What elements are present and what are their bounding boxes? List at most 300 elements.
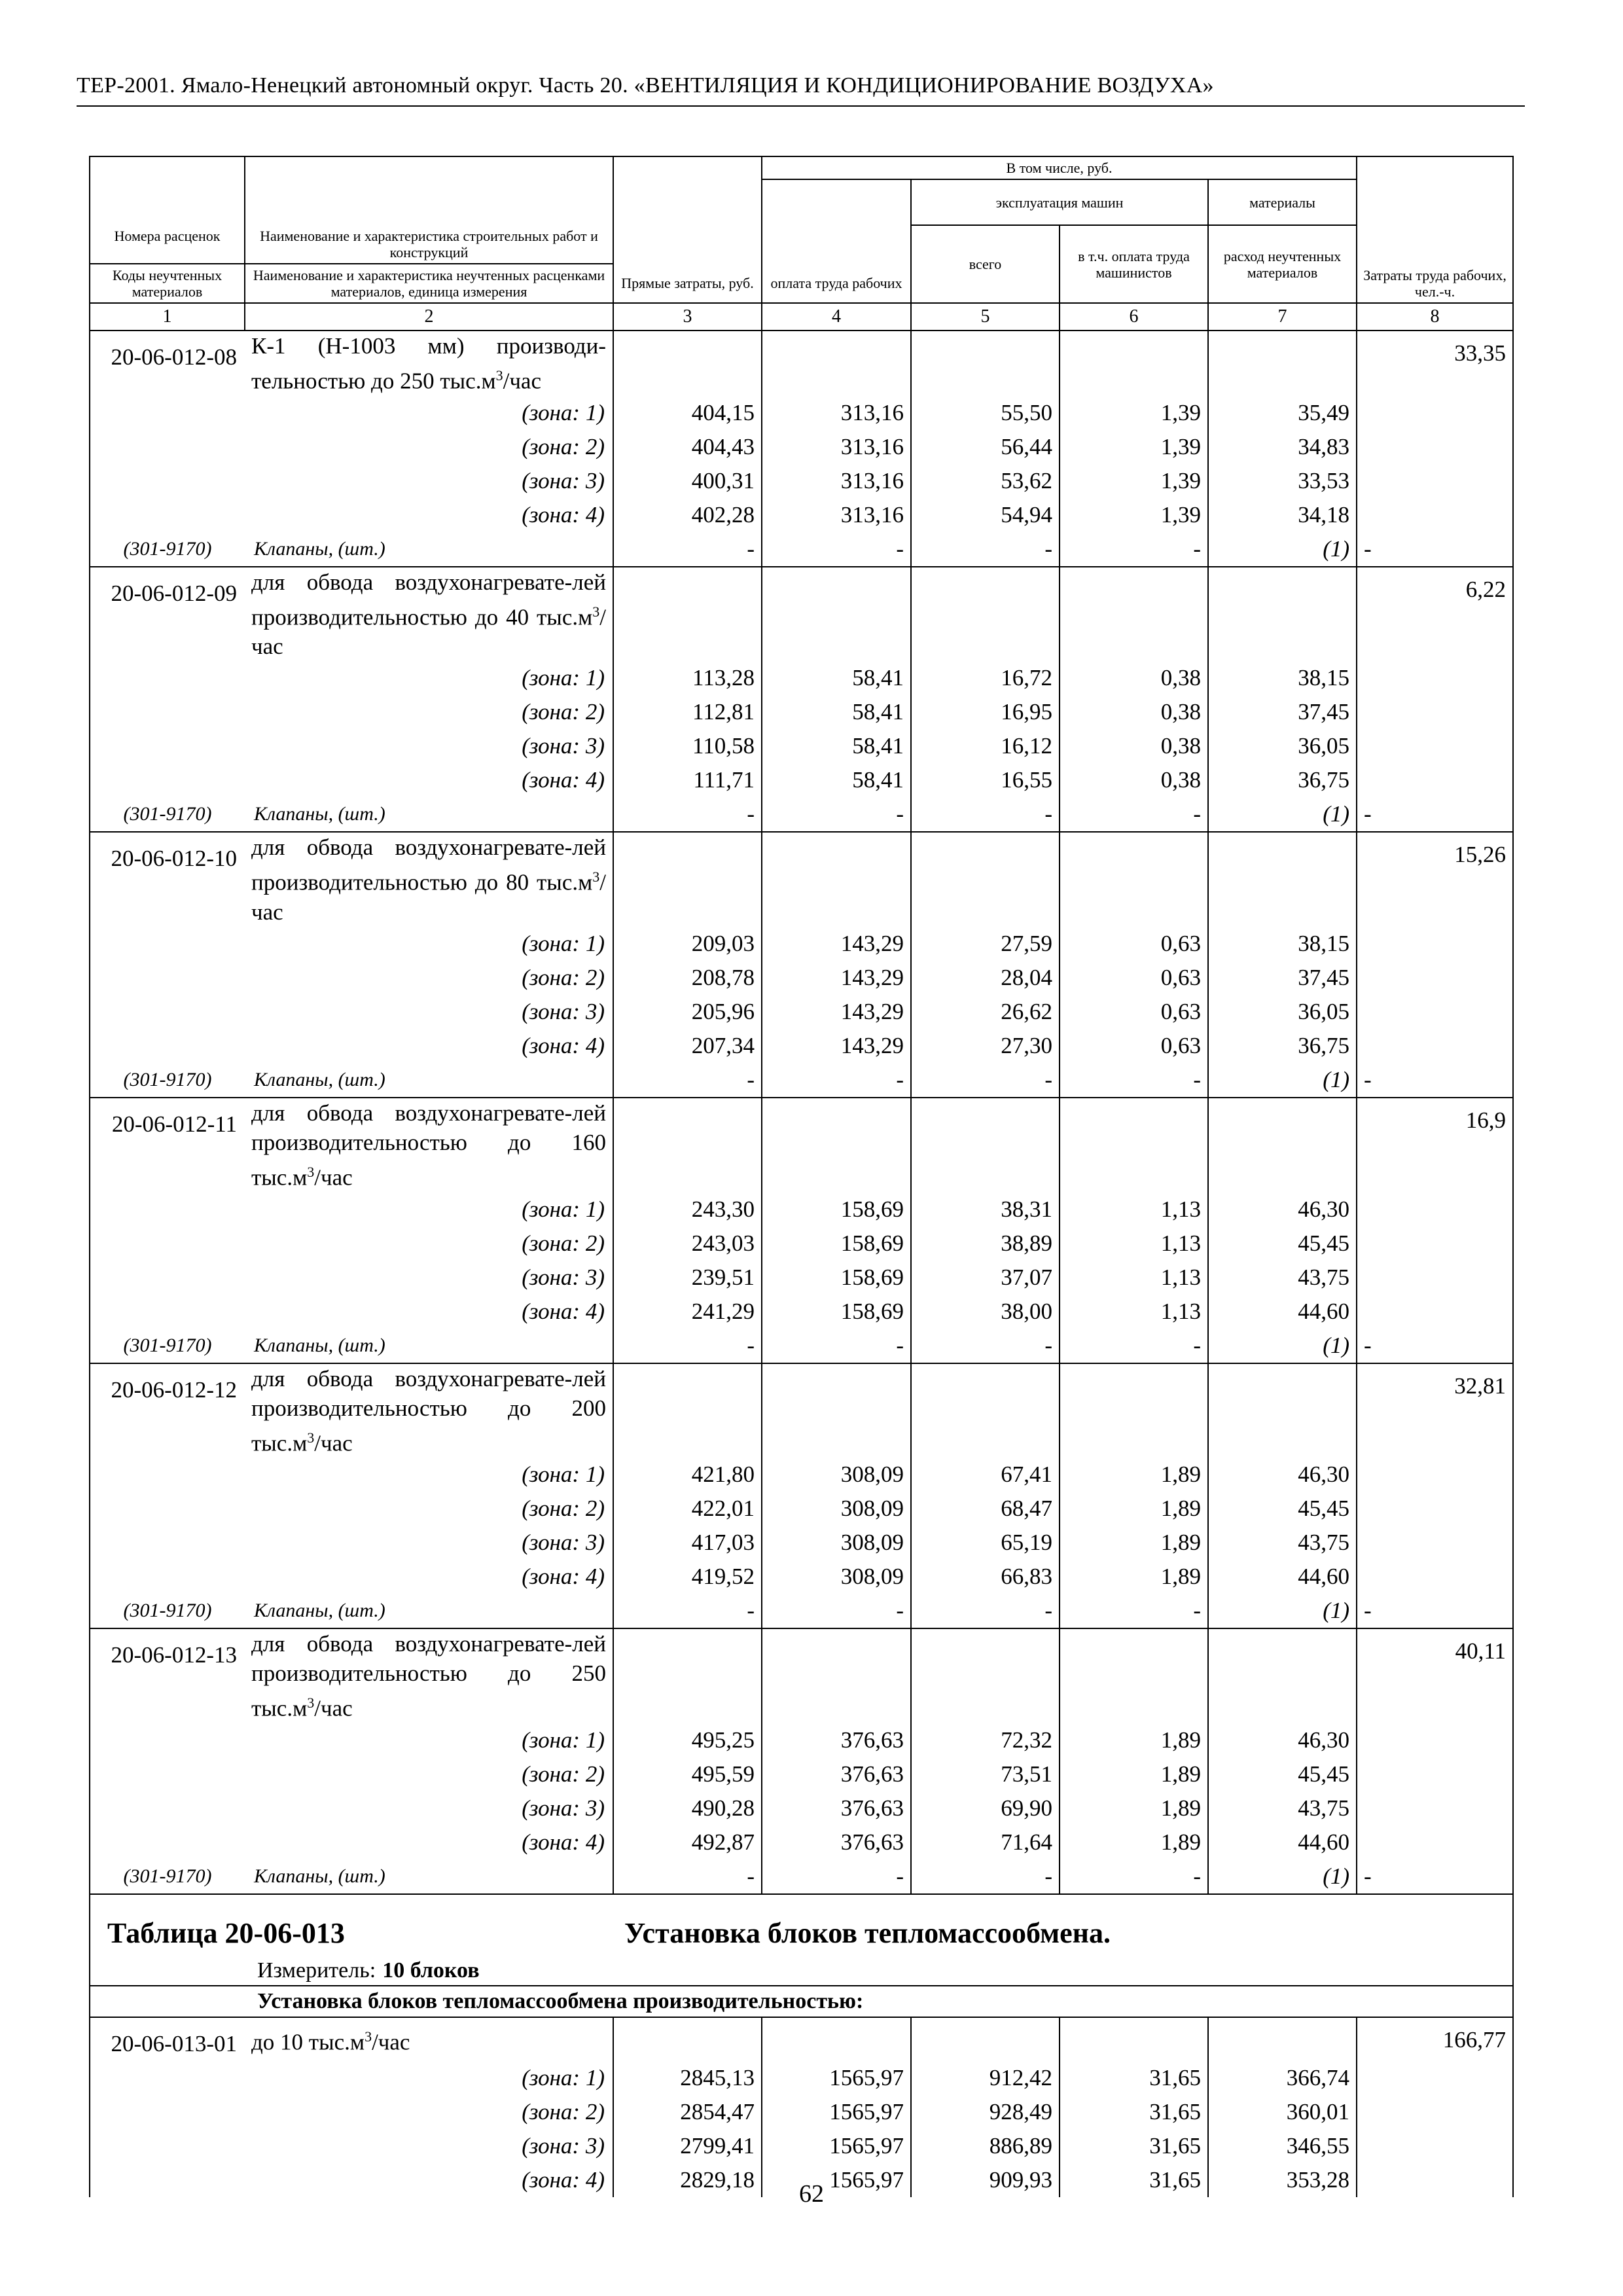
materials: 44,60	[1208, 1825, 1357, 1859]
work-description	[245, 1098, 613, 1193]
direct-cost: 404,15	[613, 396, 762, 430]
direct-cost: 2829,18	[613, 2163, 762, 2197]
empty-cell	[1357, 464, 1513, 498]
zone-row	[90, 729, 1513, 763]
direct-cost: 422,01	[613, 1492, 762, 1526]
wages: 313,16	[762, 396, 911, 430]
zone-row	[90, 396, 1513, 430]
empty-cell	[1357, 695, 1513, 729]
dash: -	[911, 1063, 1060, 1098]
materials: 43,75	[1208, 1791, 1357, 1825]
rate-title-row	[90, 832, 1513, 927]
empty-cell	[1060, 2017, 1208, 2061]
rate-code: 20-06-013-01	[90, 2017, 245, 2061]
machinist-wages: 1,89	[1060, 1560, 1208, 1594]
zone-row	[90, 763, 1513, 797]
direct-cost: 111,71	[613, 763, 762, 797]
work-unit: /час	[314, 1695, 353, 1721]
machines-total: 928,49	[911, 2095, 1060, 2129]
empty-cell	[762, 1363, 911, 1458]
machines-total: 72,32	[911, 1723, 1060, 1757]
work-description	[245, 2017, 613, 2061]
direct-cost: 243,30	[613, 1193, 762, 1227]
materials: 38,15	[1208, 661, 1357, 695]
zone-row	[90, 498, 1513, 532]
wages: 158,69	[762, 1227, 911, 1261]
zone-row	[90, 1193, 1513, 1227]
head-codes: Коды неучтенных материалов	[90, 264, 245, 303]
empty-cell	[1208, 331, 1357, 396]
empty-cell	[762, 1098, 911, 1193]
wages: 313,16	[762, 430, 911, 464]
machinist-wages: 1,89	[1060, 1791, 1208, 1825]
material-name: Клапаны, (шт.)	[245, 1859, 613, 1894]
zone-label: (зона: 1)	[245, 1723, 613, 1757]
empty-cell	[1357, 498, 1513, 532]
empty-cell	[1357, 2095, 1513, 2129]
machines-total: 26,62	[911, 995, 1060, 1029]
zone-label: (зона: 1)	[245, 661, 613, 695]
empty-cell	[1357, 1757, 1513, 1791]
work-description	[245, 1628, 613, 1723]
machines-total: 37,07	[911, 1261, 1060, 1295]
head-name2: Наименование и характеристика неучтенных расценками материалов, единица измерения	[245, 264, 613, 303]
wages: 308,09	[762, 1526, 911, 1560]
empty-cell	[613, 1628, 762, 1723]
work-unit: /час	[251, 869, 606, 925]
zone-row	[90, 1526, 1513, 1560]
direct-cost: 207,34	[613, 1029, 762, 1063]
machinist-wages: 1,13	[1060, 1227, 1208, 1261]
dash: -	[911, 1594, 1060, 1628]
machinist-wages: 1,89	[1060, 1757, 1208, 1791]
zone-row	[90, 1261, 1513, 1295]
superscript-3: 3	[495, 367, 503, 384]
empty-cell	[90, 1295, 245, 1329]
material-qty: (1)	[1208, 1329, 1357, 1363]
column-number: 5	[911, 303, 1060, 331]
column-number: 1	[90, 303, 245, 331]
material-code: (301-9170)	[90, 1594, 245, 1628]
empty-cell	[1357, 1791, 1513, 1825]
wages: 313,16	[762, 498, 911, 532]
direct-cost: 112,81	[613, 695, 762, 729]
machines-total: 73,51	[911, 1757, 1060, 1791]
zone-row	[90, 1227, 1513, 1261]
work-unit: /час	[503, 368, 542, 394]
materials: 44,60	[1208, 1560, 1357, 1594]
column-number: 4	[762, 303, 911, 331]
wages: 1565,97	[762, 2129, 911, 2163]
direct-cost: 400,31	[613, 464, 762, 498]
empty-cell	[1060, 1628, 1208, 1723]
head-labor-spacer	[1357, 225, 1513, 264]
empty-cell	[1357, 2061, 1513, 2095]
head-name: Наименование и характеристика строительных работ и конструкций	[245, 225, 613, 264]
dash: -	[911, 1329, 1060, 1363]
work-title: для обвода воздухонагревате-лей производительностью до 250 тыс.м	[251, 1631, 606, 1721]
dash: -	[911, 1859, 1060, 1894]
zone-row	[90, 1029, 1513, 1063]
empty-cell	[1357, 1723, 1513, 1757]
column-numbers-row	[90, 303, 1513, 331]
machines-total: 28,04	[911, 961, 1060, 995]
zone-label: (зона: 3)	[245, 729, 613, 763]
materials: 46,30	[1208, 1723, 1357, 1757]
rate-title-row	[90, 567, 1513, 662]
section-row	[90, 1986, 1513, 2017]
materials: 37,45	[1208, 695, 1357, 729]
materials: 37,45	[1208, 961, 1357, 995]
machines-total: 65,19	[911, 1526, 1060, 1560]
direct-cost: 495,59	[613, 1757, 762, 1791]
zone-label: (зона: 3)	[245, 1261, 613, 1295]
empty-cell	[90, 995, 245, 1029]
empty-cell	[1060, 832, 1208, 927]
wages: 308,09	[762, 1458, 911, 1492]
zone-label: (зона: 2)	[245, 1227, 613, 1261]
materials: 45,45	[1208, 1227, 1357, 1261]
empty-cell	[613, 1363, 762, 1458]
materials: 35,49	[1208, 396, 1357, 430]
empty-cell	[90, 430, 245, 464]
dash: -	[613, 1859, 762, 1894]
column-number: 8	[1357, 303, 1513, 331]
empty-cell	[613, 2017, 762, 2061]
empty-cell	[90, 1261, 245, 1295]
head-direct-spacer	[613, 225, 762, 264]
empty-cell	[911, 1628, 1060, 1723]
head-machines: эксплуатация машин	[911, 179, 1208, 225]
materials: 45,45	[1208, 1757, 1357, 1791]
empty-cell	[1357, 661, 1513, 695]
head-rates: Номера расценок	[90, 225, 245, 264]
empty-cell	[911, 832, 1060, 927]
empty-cell	[90, 763, 245, 797]
materials: 44,60	[1208, 1295, 1357, 1329]
material-row	[90, 1859, 1513, 1894]
material-row	[90, 532, 1513, 567]
machines-total: 66,83	[911, 1560, 1060, 1594]
head-direct: Прямые затраты, руб.	[613, 264, 762, 303]
material-code: (301-9170)	[90, 532, 245, 567]
zone-row	[90, 1723, 1513, 1757]
materials: 38,15	[1208, 927, 1357, 961]
rate-code: 20-06-012-12	[90, 1363, 245, 1458]
machinist-wages: 0,63	[1060, 1029, 1208, 1063]
material-code: (301-9170)	[90, 1329, 245, 1363]
work-unit: /час	[314, 1164, 353, 1191]
machines-total: 38,00	[911, 1295, 1060, 1329]
empty-cell	[90, 2095, 245, 2129]
empty-cell	[762, 567, 911, 662]
zone-row	[90, 464, 1513, 498]
zone-label: (зона: 4)	[245, 763, 613, 797]
zone-label: (зона: 3)	[245, 1526, 613, 1560]
empty-cell	[613, 832, 762, 927]
rate-title-row	[90, 2017, 1513, 2061]
dash: -	[762, 1594, 911, 1628]
empty-cell	[1208, 567, 1357, 662]
rate-code: 20-06-012-13	[90, 1628, 245, 1723]
materials: 366,74	[1208, 2061, 1357, 2095]
material-name: Клапаны, (шт.)	[245, 797, 613, 832]
unit-label: Измеритель:	[257, 1958, 376, 1982]
machinist-wages: 0,63	[1060, 995, 1208, 1029]
zone-label: (зона: 4)	[245, 498, 613, 532]
wages: 58,41	[762, 763, 911, 797]
zone-row	[90, 1560, 1513, 1594]
empty-cell	[762, 331, 911, 396]
machinist-wages: 1,39	[1060, 396, 1208, 430]
work-title: до 10 тыс.м	[251, 2029, 365, 2055]
empty-cell	[1357, 995, 1513, 1029]
dash: -	[762, 1063, 911, 1098]
head-mach-total: всего	[911, 225, 1060, 303]
wages: 158,69	[762, 1261, 911, 1295]
head-mach-wages: в т.ч. оплата труда машинистов	[1060, 225, 1208, 303]
head-wages: оплата труда рабочих	[762, 264, 911, 303]
wages: 376,63	[762, 1825, 911, 1859]
work-description	[245, 832, 613, 927]
machinist-wages: 1,39	[1060, 430, 1208, 464]
empty-cell	[90, 961, 245, 995]
materials: 34,83	[1208, 430, 1357, 464]
dash: -	[613, 797, 762, 832]
machines-total: 886,89	[911, 2129, 1060, 2163]
empty-cell	[90, 661, 245, 695]
table-title-row	[90, 1894, 1513, 1956]
direct-cost: 205,96	[613, 995, 762, 1029]
materials: 360,01	[1208, 2095, 1357, 2129]
unit-cell	[90, 1956, 1513, 1986]
rate-code: 20-06-012-09	[90, 567, 245, 662]
dash: -	[911, 797, 1060, 832]
empty-cell	[911, 331, 1060, 396]
wages: 143,29	[762, 961, 911, 995]
machines-total: 56,44	[911, 430, 1060, 464]
wages: 313,16	[762, 464, 911, 498]
labor-cost: 6,22	[1357, 567, 1513, 662]
running-header: ТЕР-2001. Ямало-Ненецкий автономный округ. Часть 20. «ВЕНТИЛЯЦИЯ И КОНДИЦИОНИРОВАНИЕ ВОЗДУХА»	[77, 73, 1214, 98]
material-row	[90, 1329, 1513, 1363]
material-code: (301-9170)	[90, 1063, 245, 1098]
direct-cost: 110,58	[613, 729, 762, 763]
zone-row	[90, 1825, 1513, 1859]
empty-cell	[90, 1757, 245, 1791]
rate-title-row	[90, 1098, 1513, 1193]
machinist-wages: 0,38	[1060, 695, 1208, 729]
empty-cell	[90, 1526, 245, 1560]
empty-cell	[90, 1029, 245, 1063]
machines-total: 68,47	[911, 1492, 1060, 1526]
empty-cell	[1357, 763, 1513, 797]
zone-row	[90, 2061, 1513, 2095]
empty-cell	[90, 464, 245, 498]
labor-cost: 15,26	[1357, 832, 1513, 927]
zone-label: (зона: 1)	[245, 1193, 613, 1227]
material-name: Клапаны, (шт.)	[245, 1329, 613, 1363]
empty-cell	[1357, 1560, 1513, 1594]
wages: 143,29	[762, 927, 911, 961]
table-label: Таблица 20-06-013	[107, 1916, 345, 1949]
empty-cell	[1357, 2129, 1513, 2163]
rate-title-row	[90, 1628, 1513, 1723]
zone-row	[90, 661, 1513, 695]
empty-cell	[90, 498, 245, 532]
machinist-wages: 0,38	[1060, 661, 1208, 695]
empty-cell	[762, 1628, 911, 1723]
dash: -	[1060, 1859, 1208, 1894]
empty-cell	[90, 2129, 245, 2163]
machinist-wages: 31,65	[1060, 2095, 1208, 2129]
material-name: Клапаны, (шт.)	[245, 1594, 613, 1628]
work-description	[245, 567, 613, 662]
empty-cell	[1357, 430, 1513, 464]
machinist-wages: 1,39	[1060, 464, 1208, 498]
empty-cell	[1357, 1295, 1513, 1329]
empty-cell	[1357, 1526, 1513, 1560]
machines-total: 16,72	[911, 661, 1060, 695]
empty-cell	[1357, 1458, 1513, 1492]
machines-total: 27,30	[911, 1029, 1060, 1063]
section-title: Установка блоков тепломассообмена производительностью:	[90, 1986, 1513, 2017]
empty-cell	[90, 1825, 245, 1859]
machinist-wages: 0,63	[1060, 927, 1208, 961]
zone-label: (зона: 4)	[245, 2163, 613, 2197]
zone-row	[90, 927, 1513, 961]
zone-label: (зона: 1)	[245, 927, 613, 961]
dash: -	[1357, 1594, 1513, 1628]
material-row	[90, 797, 1513, 832]
machines-total: 16,55	[911, 763, 1060, 797]
zone-row	[90, 1492, 1513, 1526]
empty-cell	[911, 1363, 1060, 1458]
material-qty: (1)	[1208, 1063, 1357, 1098]
machines-total: 53,62	[911, 464, 1060, 498]
zone-label: (зона: 3)	[245, 995, 613, 1029]
superscript-3: 3	[307, 1163, 315, 1180]
work-title: для обвода воздухонагревате-лей производительностью до 160 тыс.м	[251, 1100, 606, 1191]
work-unit: /час	[251, 604, 606, 660]
material-code: (301-9170)	[90, 797, 245, 832]
materials: 36,05	[1208, 995, 1357, 1029]
work-description	[245, 331, 613, 396]
page-number: 62	[799, 2180, 824, 2208]
zone-row	[90, 430, 1513, 464]
material-name: Клапаны, (шт.)	[245, 1063, 613, 1098]
empty-cell	[90, 396, 245, 430]
machines-total: 27,59	[911, 927, 1060, 961]
dash: -	[1060, 532, 1208, 567]
zone-label: (зона: 2)	[245, 430, 613, 464]
zone-label: (зона: 2)	[245, 2095, 613, 2129]
empty-cell	[613, 331, 762, 396]
head-materials: материалы	[1208, 179, 1357, 225]
machinist-wages: 1,13	[1060, 1193, 1208, 1227]
empty-cell	[90, 1492, 245, 1526]
wages: 376,63	[762, 1757, 911, 1791]
work-unit: /час	[372, 2029, 410, 2055]
empty-cell	[1208, 1363, 1357, 1458]
wages: 1565,97	[762, 2163, 911, 2197]
machines-total: 912,42	[911, 2061, 1060, 2095]
machines-total: 16,12	[911, 729, 1060, 763]
zone-row	[90, 2095, 1513, 2129]
empty-cell	[1357, 1193, 1513, 1227]
empty-cell	[1060, 1098, 1208, 1193]
machinist-wages: 1,89	[1060, 1723, 1208, 1757]
machines-total: 54,94	[911, 498, 1060, 532]
materials: 43,75	[1208, 1261, 1357, 1295]
direct-cost: 239,51	[613, 1261, 762, 1295]
column-number: 6	[1060, 303, 1208, 331]
direct-cost: 241,29	[613, 1295, 762, 1329]
materials: 36,05	[1208, 729, 1357, 763]
work-unit: /час	[314, 1430, 353, 1456]
empty-cell	[1357, 1227, 1513, 1261]
table-title-cell	[90, 1894, 1513, 1956]
wages: 1565,97	[762, 2095, 911, 2129]
wages: 376,63	[762, 1723, 911, 1757]
labor-cost: 40,11	[1357, 1628, 1513, 1723]
empty-cell	[613, 567, 762, 662]
empty-cell	[90, 1723, 245, 1757]
labor-cost: 32,81	[1357, 1363, 1513, 1458]
empty-cell	[90, 927, 245, 961]
zone-label: (зона: 1)	[245, 396, 613, 430]
head-direct-empty	[613, 156, 762, 225]
empty-cell	[90, 2061, 245, 2095]
material-qty: (1)	[1208, 1859, 1357, 1894]
head-wages-empty	[762, 179, 911, 225]
zone-row	[90, 1757, 1513, 1791]
material-row	[90, 1063, 1513, 1098]
material-qty: (1)	[1208, 797, 1357, 832]
zone-row	[90, 2129, 1513, 2163]
empty-cell	[911, 567, 1060, 662]
machinist-wages: 1,89	[1060, 1492, 1208, 1526]
direct-cost: 402,28	[613, 498, 762, 532]
dash: -	[613, 1063, 762, 1098]
direct-cost: 419,52	[613, 1560, 762, 1594]
column-number: 2	[245, 303, 613, 331]
machinist-wages: 0,38	[1060, 729, 1208, 763]
machinist-wages: 0,38	[1060, 763, 1208, 797]
empty-cell	[1208, 2017, 1357, 2061]
work-title: для обвода воздухонагревате-лей производительностью до 200 тыс.м	[251, 1365, 606, 1456]
dash: -	[762, 797, 911, 832]
zone-label: (зона: 3)	[245, 2129, 613, 2163]
materials: 46,30	[1208, 1458, 1357, 1492]
direct-cost: 495,25	[613, 1723, 762, 1757]
material-row	[90, 1594, 1513, 1628]
labor-cost: 16,9	[1357, 1098, 1513, 1193]
direct-cost: 2854,47	[613, 2095, 762, 2129]
superscript-3: 3	[365, 2028, 372, 2045]
zone-label: (зона: 3)	[245, 464, 613, 498]
direct-cost: 243,03	[613, 1227, 762, 1261]
materials: 45,45	[1208, 1492, 1357, 1526]
materials: 36,75	[1208, 1029, 1357, 1063]
empty-cell	[90, 1560, 245, 1594]
head-mat-use: расход неучтенных материалов	[1208, 225, 1357, 303]
empty-cell	[90, 1227, 245, 1261]
empty-cell	[1060, 331, 1208, 396]
direct-cost: 113,28	[613, 661, 762, 695]
materials: 353,28	[1208, 2163, 1357, 2197]
materials: 46,30	[1208, 1193, 1357, 1227]
